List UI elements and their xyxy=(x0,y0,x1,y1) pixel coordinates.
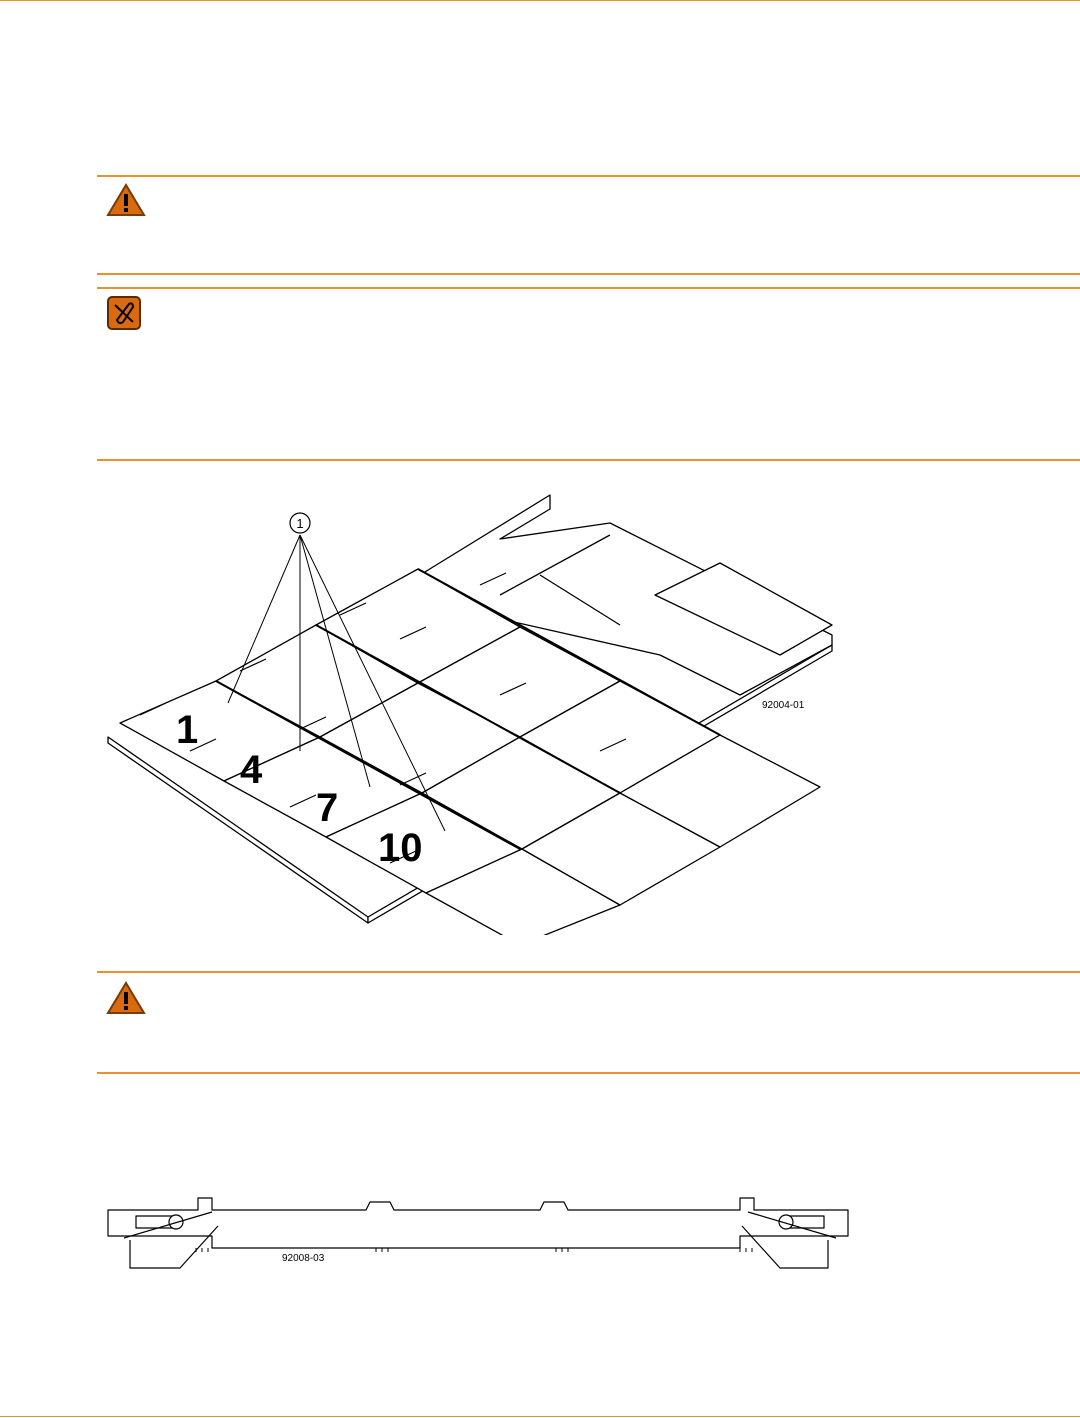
drive-drawer-figure xyxy=(100,475,860,935)
notice-warning2-bottom-rule xyxy=(97,1072,1080,1074)
figure-id-label: 92008-03 xyxy=(282,1253,325,1264)
callout-label: 1 xyxy=(296,516,304,531)
warning-triangle-icon xyxy=(106,183,146,222)
esd-hand-icon xyxy=(107,296,141,335)
notice-warning2-top-rule xyxy=(97,971,1080,973)
top-rule xyxy=(0,0,1080,1)
slot-label-10: 10 xyxy=(378,826,423,870)
slot-label-1: 1 xyxy=(176,708,199,752)
notice-warning-bottom-rule xyxy=(97,273,1080,275)
notice-esd-top-rule xyxy=(97,287,1080,289)
notice-warning-top-rule xyxy=(97,175,1080,177)
bottom-rule xyxy=(0,1416,1080,1417)
warning-triangle-icon xyxy=(106,981,146,1020)
slot-label-7: 7 xyxy=(316,786,339,830)
figure-id-label: 92004-01 xyxy=(762,700,805,711)
notice-esd-bottom-rule xyxy=(97,459,1080,461)
drawer-front-figure xyxy=(100,1190,870,1280)
slot-label-4: 4 xyxy=(240,748,263,792)
